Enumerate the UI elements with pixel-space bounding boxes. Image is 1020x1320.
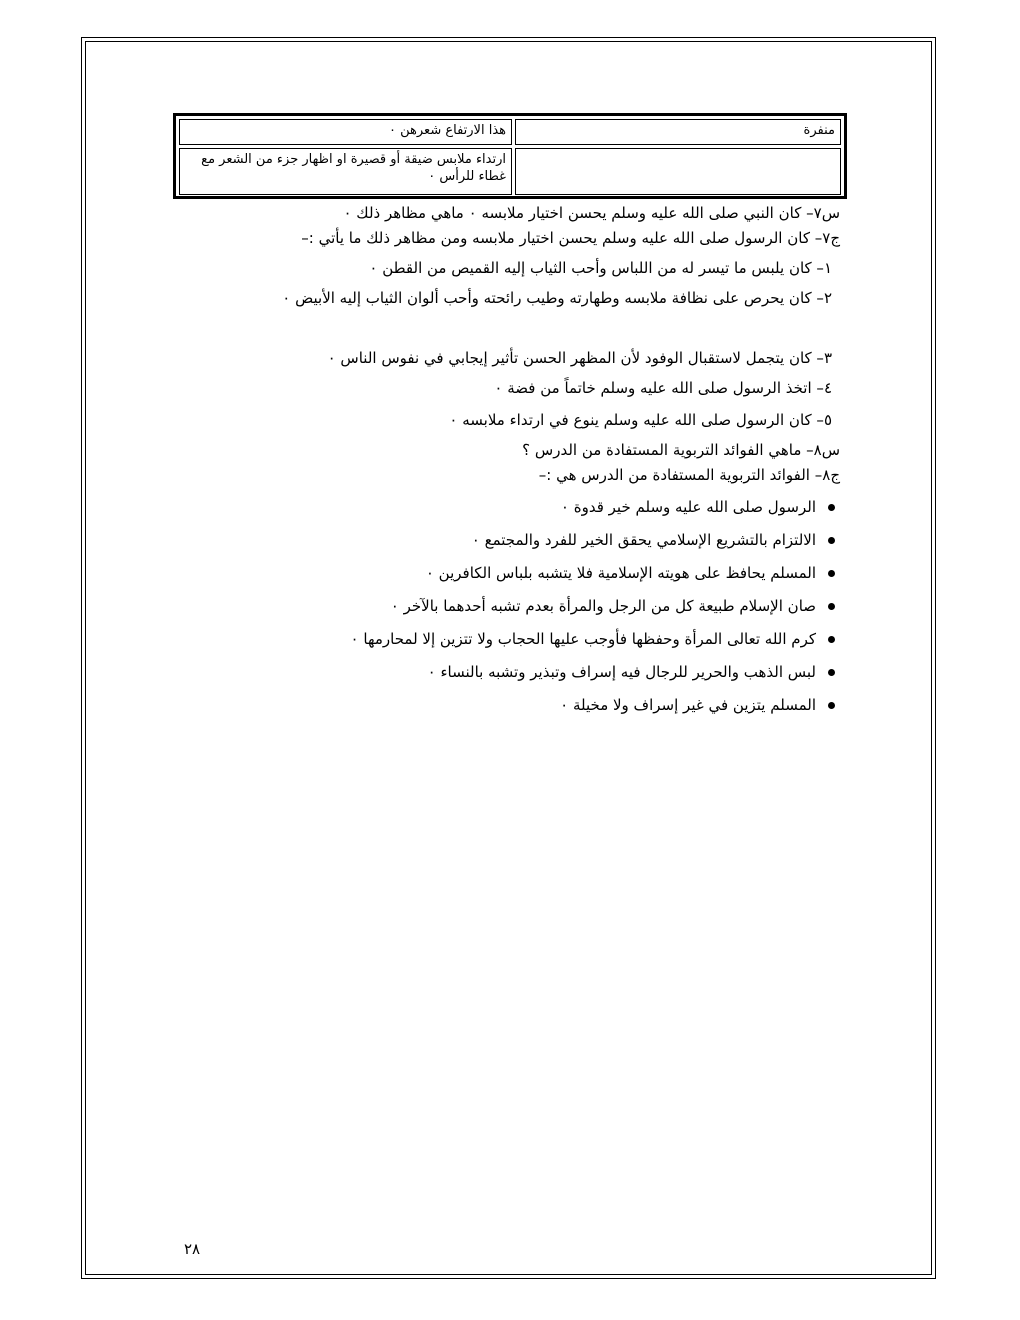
list-item: [426, 563, 835, 583]
table-cell-r1-left: هذا الارتفاع شعرهن ٠: [179, 119, 512, 145]
table-cell-r1-right: منفرة: [515, 119, 841, 145]
list-item: [472, 530, 835, 550]
list-item-text: كرم الله تعالى المرأة وحفظها فأوجب عليها الحجاب ولا تتزين إلا لمحارمها ٠: [350, 630, 816, 648]
bullet-icon: [828, 603, 835, 610]
list-item: [561, 497, 835, 517]
list-item-text: المسلم يحافظ على هويته الإسلامية فلا يتشبه بلباس الكافرين ٠: [425, 564, 816, 582]
bullet-icon: [828, 702, 835, 709]
bullet-icon: [828, 669, 835, 676]
bullet-icon: [828, 636, 835, 643]
answer-7-item-5: ٥– كان الرسول صلى الله عليه وسلم ينوع في ارتداء ملابسه ٠: [449, 411, 832, 429]
question-8: س٨– ماهي الفوائد التربوية المستفادة من الدرس ؟: [522, 441, 840, 459]
comparison-table: [173, 113, 847, 199]
list-item: [351, 629, 835, 649]
list-item-text: صان الإسلام طبيعة كل من الرجل والمرأة بعدم تشبه أحدهما بالآخر ٠: [390, 597, 816, 615]
bullet-icon: [828, 537, 835, 544]
answer-7-item-2: ٢– كان يحرص على نظافة ملابسه وطهارته وطيب رائحته وأحب ألوان الثياب إليه الأبيض ٠: [282, 289, 832, 307]
bullet-icon: [828, 504, 835, 511]
table-cell-r2-left: ارتداء ملابس ضيقة أو قصيرة او اظهار جزء من الشعر مع غطاء للرأس ٠: [179, 148, 512, 195]
answer-7-intro: ج٧– كان الرسول صلى الله عليه وسلم يحسن اختيار ملابسه ومن مظاهر ذلك ما يأتي :–: [301, 229, 840, 247]
page-border-inner: [85, 41, 932, 1275]
answer-8-intro: ج٨– الفوائد التربوية المستفادة من الدرس هي :–: [538, 466, 840, 484]
list-item: [560, 695, 835, 715]
list-item-text: المسلم يتزين في غير إسراف ولا مخيلة ٠: [560, 696, 816, 714]
list-item: [391, 596, 835, 616]
answer-7-item-3: ٣– كان يتجمل لاستقبال الوفود لأن المظهر الحسن تأثير إيجابي في نفوس الناس ٠: [327, 349, 832, 367]
answer-7-item-4: ٤– اتخذ الرسول صلى الله عليه وسلم خاتماً من فضة ٠: [494, 379, 832, 397]
page-number: ٢٨: [184, 1240, 201, 1258]
list-item: [428, 662, 835, 682]
answer-7-item-1: ١– كان يلبس ما تيسر له من اللباس وأحب الثياب إليه القميص من القطن ٠: [369, 259, 832, 277]
question-7: س٧– كان النبي صلى الله عليه وسلم يحسن اختيار ملابسه ٠ ماهي مظاهر ذلك ٠: [343, 204, 840, 222]
list-item-text: الالتزام بالتشريع الإسلامي يحقق الخير للفرد والمجتمع ٠: [471, 531, 816, 549]
bullet-icon: [828, 570, 835, 577]
table-cell-r2-right: [515, 148, 841, 195]
list-item-text: لبس الذهب والحرير للرجال فيه إسراف وتبذير وتشبه بالنساء ٠: [427, 663, 816, 681]
list-item-text: الرسول صلى الله عليه وسلم خير قدوة ٠: [560, 498, 816, 516]
